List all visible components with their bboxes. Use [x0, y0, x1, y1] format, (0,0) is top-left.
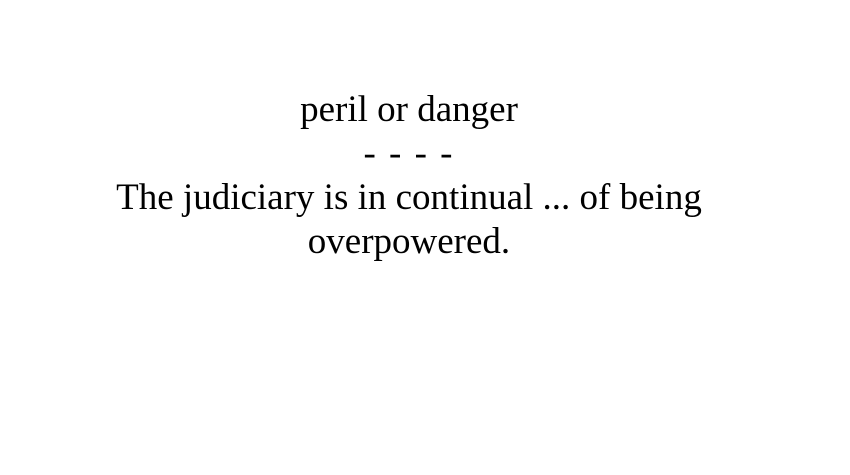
definition-text: peril or danger	[300, 89, 518, 130]
example-sentence: The judiciary is in continual ... of being overpowered.	[116, 177, 702, 262]
separator: - - - -	[363, 133, 455, 174]
flashcard-text	[95, 88, 723, 264]
